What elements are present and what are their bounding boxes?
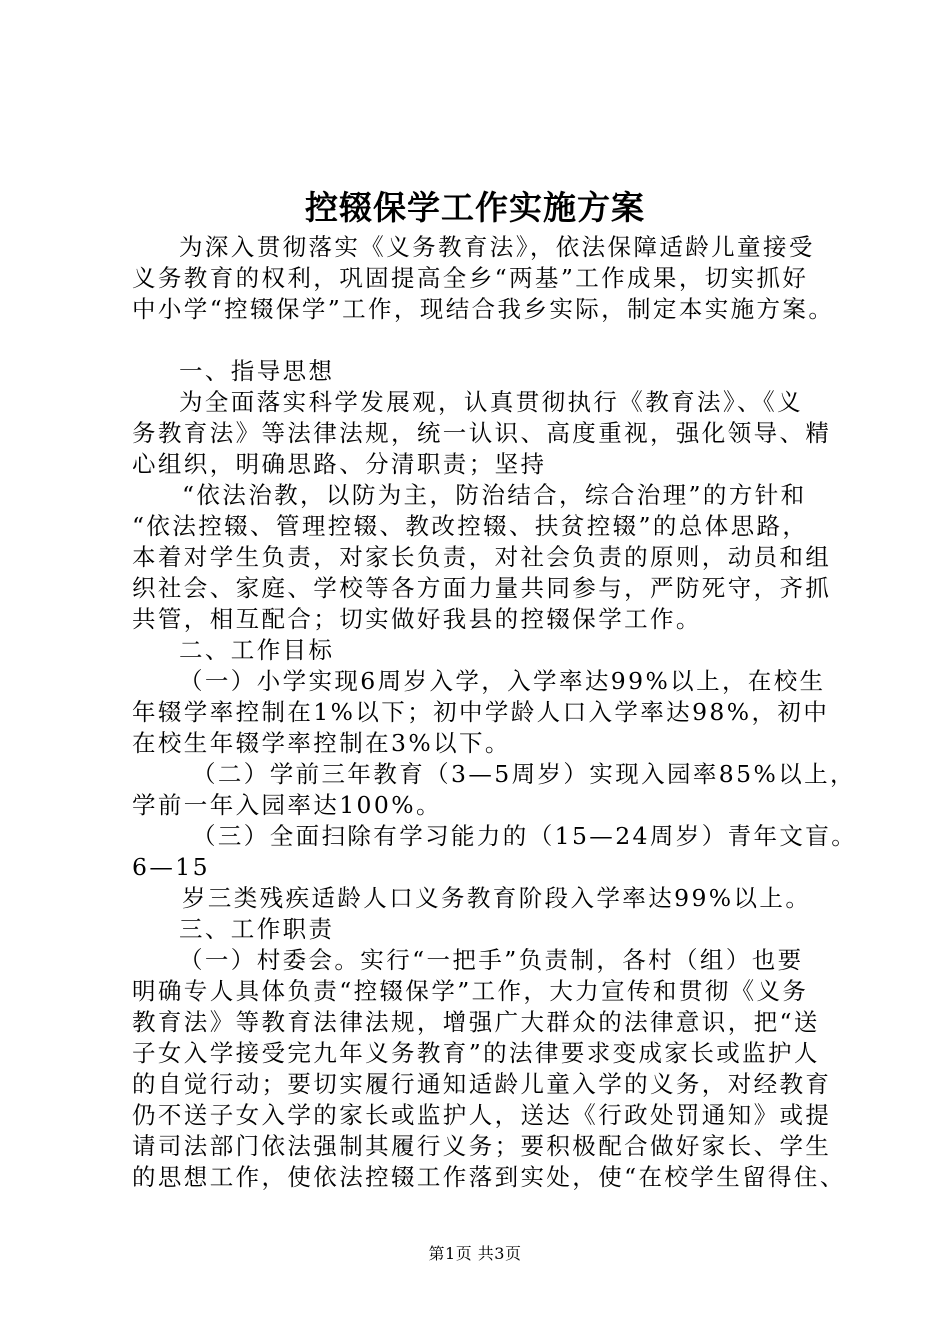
section-heading: 二、工作目标 xyxy=(179,636,335,664)
text-line: （三）全面扫除有学习能力的（15—24周岁）青年文盲。 xyxy=(192,822,858,850)
paragraph-gap xyxy=(132,325,844,356)
text-line: 明确专人具体负责“控辍保学”工作，大力宣传和贯彻《义务 xyxy=(132,977,809,1005)
text-line: 年辍学率控制在1%以下；初中学龄人口入学率达98%，初中 xyxy=(132,698,830,726)
text-line: 为深入贯彻落实《义务教育法》，依法保障适龄儿童接受 xyxy=(179,233,815,261)
text-line: 的思想工作，使依法控辍工作落到实处，使“在校学生留得住、 xyxy=(132,1163,846,1191)
text-line: 本着对学生负责，对家长负责，对社会负责的原则，动员和组 xyxy=(132,543,832,571)
text-line: （一）小学实现6周岁入学，入学率达99%以上，在校生 xyxy=(179,667,826,695)
text-line: （二）学前三年教育（3—5周岁）实现入园率85%以上， xyxy=(192,760,856,788)
text-line: （一）村委会。实行“一把手”负责制，各村（组）也要 xyxy=(179,946,804,974)
text-line: 中小学“控辍保学”工作，现结合我乡实际，制定本实施方案。 xyxy=(132,295,835,323)
page-footer: 第1页 共3页 xyxy=(428,1244,522,1263)
text-line: 6—15 xyxy=(132,853,210,881)
text-line: 为全面落实科学发展观，认真贯彻执行《教育法》、《义 xyxy=(179,388,803,416)
text-line: “依法治教，以防为主，防治结合，综合治理”的方针和 xyxy=(182,481,807,509)
section-heading: 三、工作职责 xyxy=(179,915,335,943)
text-line: 义务教育的权利，巩固提高全乡“两基”工作成果，切实抓好 xyxy=(132,264,809,292)
document-title: 控辍保学工作实施方案 xyxy=(305,188,645,227)
text-line: 务教育法》等法律法规，统一认识、高度重视，强化领导、精 xyxy=(132,419,832,447)
text-line: 在校生年辍学率控制在3%以下。 xyxy=(132,729,511,757)
text-line: 教育法》等教育法律法规，增强广大群众的法律意识，把“送 xyxy=(132,1008,820,1036)
text-line: 岁三类残疾适龄人口义务教育阶段入学率达99%以上。 xyxy=(182,884,812,912)
text-line: 仍不送子女入学的家长或监护人，送达《行政处罚通知》或提 xyxy=(132,1101,832,1129)
text-line: 织社会、家庭、学校等各方面力量共同参与，严防死守，齐抓 xyxy=(132,574,832,602)
text-line: 心组织，明确思路、分清职责；坚持 xyxy=(132,450,547,478)
text-line: 学前一年入园率达100%。 xyxy=(132,791,442,819)
section-heading: 一、指导思想 xyxy=(179,357,335,385)
text-line: 共管，相互配合；切实做好我县的控辍保学工作。 xyxy=(132,605,702,633)
text-line: 请司法部门依法强制其履行义务；要积极配合做好家长、学生 xyxy=(132,1132,832,1160)
text-line: 的自觉行动；要切实履行通知适龄儿童入学的义务，对经教育 xyxy=(132,1070,832,1098)
text-line: 子女入学接受完九年义务教育”的法律要求变成家长或监护人 xyxy=(132,1039,820,1067)
text-line: “依法控辍、管理控辍、教改控辍、扶贫控辍”的总体思路， xyxy=(132,512,809,540)
document-body xyxy=(132,232,858,1193)
